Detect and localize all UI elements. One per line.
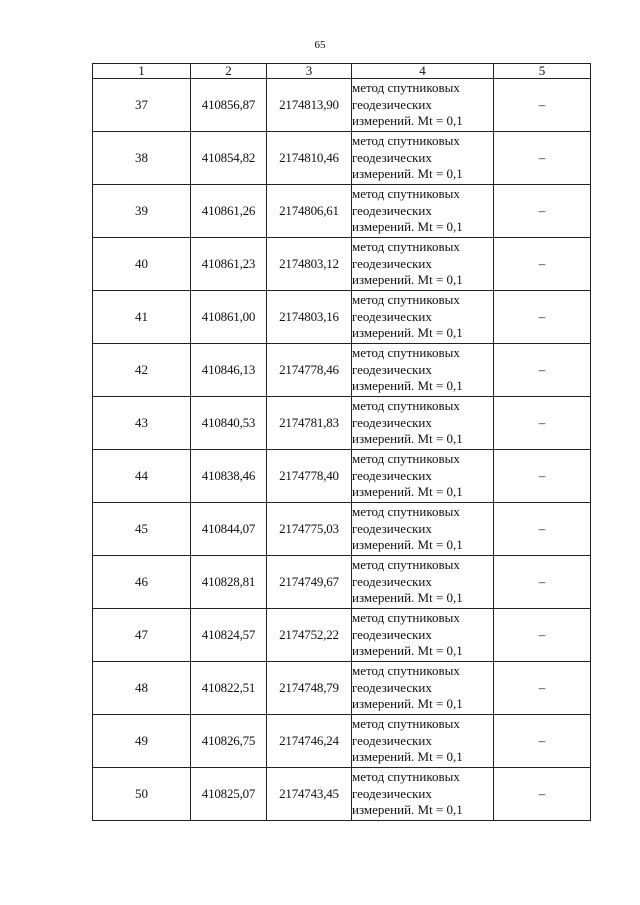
measurement-method — [352, 344, 494, 397]
extra-value: – — [494, 662, 591, 715]
method-line: метод спутниковых — [352, 345, 460, 361]
method-line: геодезических — [352, 414, 432, 430]
table-row — [93, 662, 591, 715]
method-line: метод спутниковых — [352, 557, 460, 573]
table-row — [93, 715, 591, 768]
method-line: измерений. Mt = 0,1 — [352, 378, 463, 394]
table-row — [93, 185, 591, 238]
point-number: 45 — [93, 503, 191, 556]
method-line: геодезических — [352, 520, 432, 536]
coordinate-x: 410854,82 — [191, 132, 267, 185]
point-number: 44 — [93, 450, 191, 503]
table-body — [93, 79, 591, 821]
method-line: метод спутниковых — [352, 769, 460, 785]
method-line: измерений. Mt = 0,1 — [352, 431, 463, 447]
method-line: геодезических — [352, 679, 432, 695]
coordinate-y: 2174743,45 — [267, 768, 352, 821]
extra-value: – — [494, 344, 591, 397]
extra-value: – — [494, 450, 591, 503]
extra-value: – — [494, 556, 591, 609]
method-line: геодезических — [352, 149, 432, 165]
method-line: измерений. Mt = 0,1 — [352, 113, 463, 129]
point-number: 41 — [93, 291, 191, 344]
method-line: метод спутниковых — [352, 451, 460, 467]
coordinate-x: 410825,07 — [191, 768, 267, 821]
coordinate-y: 2174806,61 — [267, 185, 352, 238]
method-line: измерений. Mt = 0,1 — [352, 537, 463, 553]
measurement-method — [352, 715, 494, 768]
extra-value: – — [494, 768, 591, 821]
coordinate-y: 2174752,22 — [267, 609, 352, 662]
method-line: геодезических — [352, 573, 432, 589]
method-line: метод спутниковых — [352, 292, 460, 308]
point-number: 37 — [93, 79, 191, 132]
method-line: метод спутниковых — [352, 610, 460, 626]
coordinate-x: 410826,75 — [191, 715, 267, 768]
coordinate-y: 2174748,79 — [267, 662, 352, 715]
extra-value: – — [494, 715, 591, 768]
measurement-method — [352, 291, 494, 344]
coordinate-y: 2174775,03 — [267, 503, 352, 556]
method-line: геодезических — [352, 361, 432, 377]
coordinate-x: 410828,81 — [191, 556, 267, 609]
coordinate-y: 2174778,46 — [267, 344, 352, 397]
point-number: 42 — [93, 344, 191, 397]
point-number: 40 — [93, 238, 191, 291]
header-col-5: 5 — [494, 64, 591, 79]
method-line: метод спутниковых — [352, 716, 460, 732]
point-number: 46 — [93, 556, 191, 609]
method-line: метод спутниковых — [352, 80, 460, 96]
coordinate-y: 2174778,40 — [267, 450, 352, 503]
page-number: 65 — [314, 39, 326, 51]
coordinate-y: 2174803,12 — [267, 238, 352, 291]
method-line: измерений. Mt = 0,1 — [352, 219, 463, 235]
measurement-method — [352, 609, 494, 662]
extra-value: – — [494, 291, 591, 344]
method-line: измерений. Mt = 0,1 — [352, 802, 463, 818]
method-line: геодезических — [352, 255, 432, 271]
measurement-method — [352, 450, 494, 503]
header-row — [93, 64, 591, 79]
point-number: 39 — [93, 185, 191, 238]
header-col-4: 4 — [352, 64, 494, 79]
method-line: измерений. Mt = 0,1 — [352, 484, 463, 500]
extra-value: – — [494, 238, 591, 291]
coordinate-x: 410846,13 — [191, 344, 267, 397]
table-row — [93, 503, 591, 556]
method-line: измерений. Mt = 0,1 — [352, 272, 463, 288]
coordinate-x: 410856,87 — [191, 79, 267, 132]
coordinate-x: 410822,51 — [191, 662, 267, 715]
extra-value: – — [494, 397, 591, 450]
coordinate-x: 410824,57 — [191, 609, 267, 662]
measurement-method — [352, 397, 494, 450]
point-number: 50 — [93, 768, 191, 821]
method-line: измерений. Mt = 0,1 — [352, 590, 463, 606]
table-row — [93, 344, 591, 397]
measurement-method — [352, 662, 494, 715]
coordinate-x: 410861,23 — [191, 238, 267, 291]
method-line: метод спутниковых — [352, 663, 460, 679]
extra-value: – — [494, 503, 591, 556]
point-number: 49 — [93, 715, 191, 768]
method-line: геодезических — [352, 626, 432, 642]
table-row — [93, 450, 591, 503]
measurement-method — [352, 185, 494, 238]
table-row — [93, 609, 591, 662]
table-row — [93, 291, 591, 344]
coordinate-x: 410861,26 — [191, 185, 267, 238]
method-line: геодезических — [352, 467, 432, 483]
measurement-method — [352, 768, 494, 821]
point-number: 48 — [93, 662, 191, 715]
table-row — [93, 768, 591, 821]
method-line: геодезических — [352, 202, 432, 218]
measurement-method — [352, 132, 494, 185]
method-line: измерений. Mt = 0,1 — [352, 643, 463, 659]
table-row — [93, 397, 591, 450]
coordinate-y: 2174813,90 — [267, 79, 352, 132]
table-header — [93, 64, 591, 79]
method-line: геодезических — [352, 785, 432, 801]
coordinate-x: 410844,07 — [191, 503, 267, 556]
method-line: геодезических — [352, 732, 432, 748]
coordinate-y: 2174803,16 — [267, 291, 352, 344]
coordinate-y: 2174810,46 — [267, 132, 352, 185]
method-line: геодезических — [352, 96, 432, 112]
method-line: метод спутниковых — [352, 398, 460, 414]
coordinate-y: 2174746,24 — [267, 715, 352, 768]
measurement-method — [352, 79, 494, 132]
measurement-method — [352, 503, 494, 556]
extra-value: – — [494, 185, 591, 238]
method-line: измерений. Mt = 0,1 — [352, 166, 463, 182]
method-line: измерений. Mt = 0,1 — [352, 325, 463, 341]
method-line: метод спутниковых — [352, 186, 460, 202]
table-row — [93, 238, 591, 291]
coordinate-y: 2174781,83 — [267, 397, 352, 450]
coordinate-x: 410840,53 — [191, 397, 267, 450]
table-row — [93, 132, 591, 185]
point-number: 47 — [93, 609, 191, 662]
method-line: метод спутниковых — [352, 504, 460, 520]
measurement-method — [352, 238, 494, 291]
coordinate-x: 410861,00 — [191, 291, 267, 344]
header-col-2: 2 — [191, 64, 267, 79]
method-line: измерений. Mt = 0,1 — [352, 696, 463, 712]
extra-value: – — [494, 132, 591, 185]
method-line: измерений. Mt = 0,1 — [352, 749, 463, 765]
coordinate-x: 410838,46 — [191, 450, 267, 503]
coordinates-table — [92, 63, 591, 821]
method-line: метод спутниковых — [352, 133, 460, 149]
method-line: геодезических — [352, 308, 432, 324]
header-col-1: 1 — [93, 64, 191, 79]
method-line: метод спутниковых — [352, 239, 460, 255]
extra-value: – — [494, 79, 591, 132]
coordinate-y: 2174749,67 — [267, 556, 352, 609]
point-number: 38 — [93, 132, 191, 185]
table-row — [93, 556, 591, 609]
extra-value: – — [494, 609, 591, 662]
measurement-method — [352, 556, 494, 609]
header-col-3: 3 — [267, 64, 352, 79]
point-number: 43 — [93, 397, 191, 450]
table-row — [93, 79, 591, 132]
